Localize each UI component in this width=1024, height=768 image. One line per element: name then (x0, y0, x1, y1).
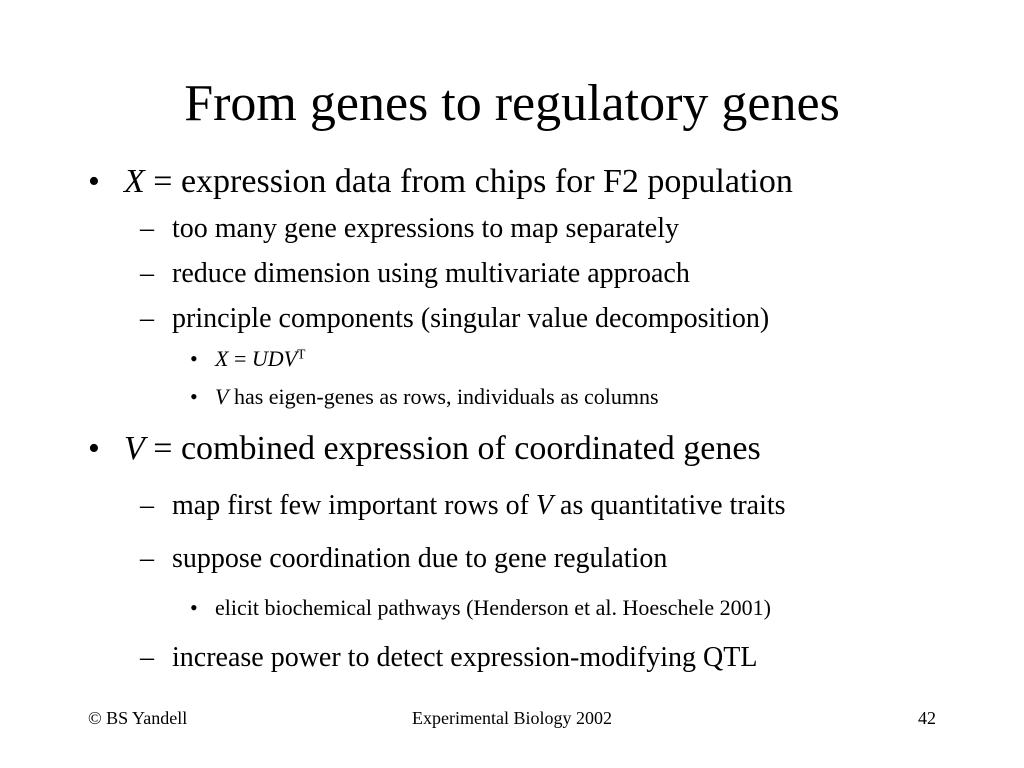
dash-marker: – (140, 258, 154, 289)
equals-sign: = (144, 163, 173, 200)
bullet-combined-expression (124, 429, 761, 469)
subbullet-coordination: suppose coordination due to gene regulation (172, 543, 668, 574)
equation-svd (215, 345, 305, 373)
subsubbullet-pathways: elicit biochemical pathways (Henderson et al. Hoeschele 2001) (215, 595, 771, 620)
footer-page-number: 42 (918, 708, 936, 728)
variable-x: X (124, 163, 145, 200)
dash-marker: – (140, 490, 154, 521)
bullet-marker: • (190, 346, 198, 371)
bullet-text: has eigen-genes as rows, individuals as columns (228, 384, 659, 409)
variable-v: V (124, 430, 145, 467)
subbullet-map-rows (172, 489, 786, 523)
dash-marker: – (140, 303, 154, 334)
subbullet-reduce-dimension: reduce dimension using multivariate approach (172, 258, 690, 289)
equation-rhs: UDV (251, 346, 298, 371)
bullet-text: combined expression of coordinated genes (172, 430, 761, 467)
slide-title: From genes to regulatory genes (184, 75, 840, 132)
bullet-marker: • (88, 163, 100, 200)
equals-sign: = (144, 430, 173, 467)
bullet-marker: • (190, 595, 198, 620)
footer-copyright: © BS Yandell (88, 708, 188, 728)
dash-marker: – (140, 543, 154, 574)
bullet-marker: • (88, 430, 100, 467)
subbullet-increase-power: increase power to detect expression-modifying QTL (172, 642, 758, 673)
bullet-text-pre: map first few important rows of (172, 490, 536, 521)
bullet-marker: • (190, 384, 198, 409)
equation-lhs: X (215, 346, 229, 371)
footer-conference: Experimental Biology 2002 (412, 708, 612, 728)
dash-marker: – (140, 642, 154, 673)
equals-sign: = (228, 346, 252, 371)
subbullet-principal-components: principle components (singular value decomposition) (172, 303, 770, 334)
variable-v: V (215, 384, 229, 409)
dash-marker: – (140, 213, 154, 244)
variable-v: V (535, 490, 554, 521)
bullet-text-post: as quantitative traits (553, 490, 786, 521)
subsubbullet-eigen-genes (215, 383, 659, 411)
transpose-superscript: T (297, 346, 306, 362)
bullet-text: expression data from chips for F2 population (172, 163, 793, 200)
bullet-expression-data (124, 162, 793, 202)
subbullet-too-many-genes: too many gene expressions to map separately (172, 213, 679, 244)
